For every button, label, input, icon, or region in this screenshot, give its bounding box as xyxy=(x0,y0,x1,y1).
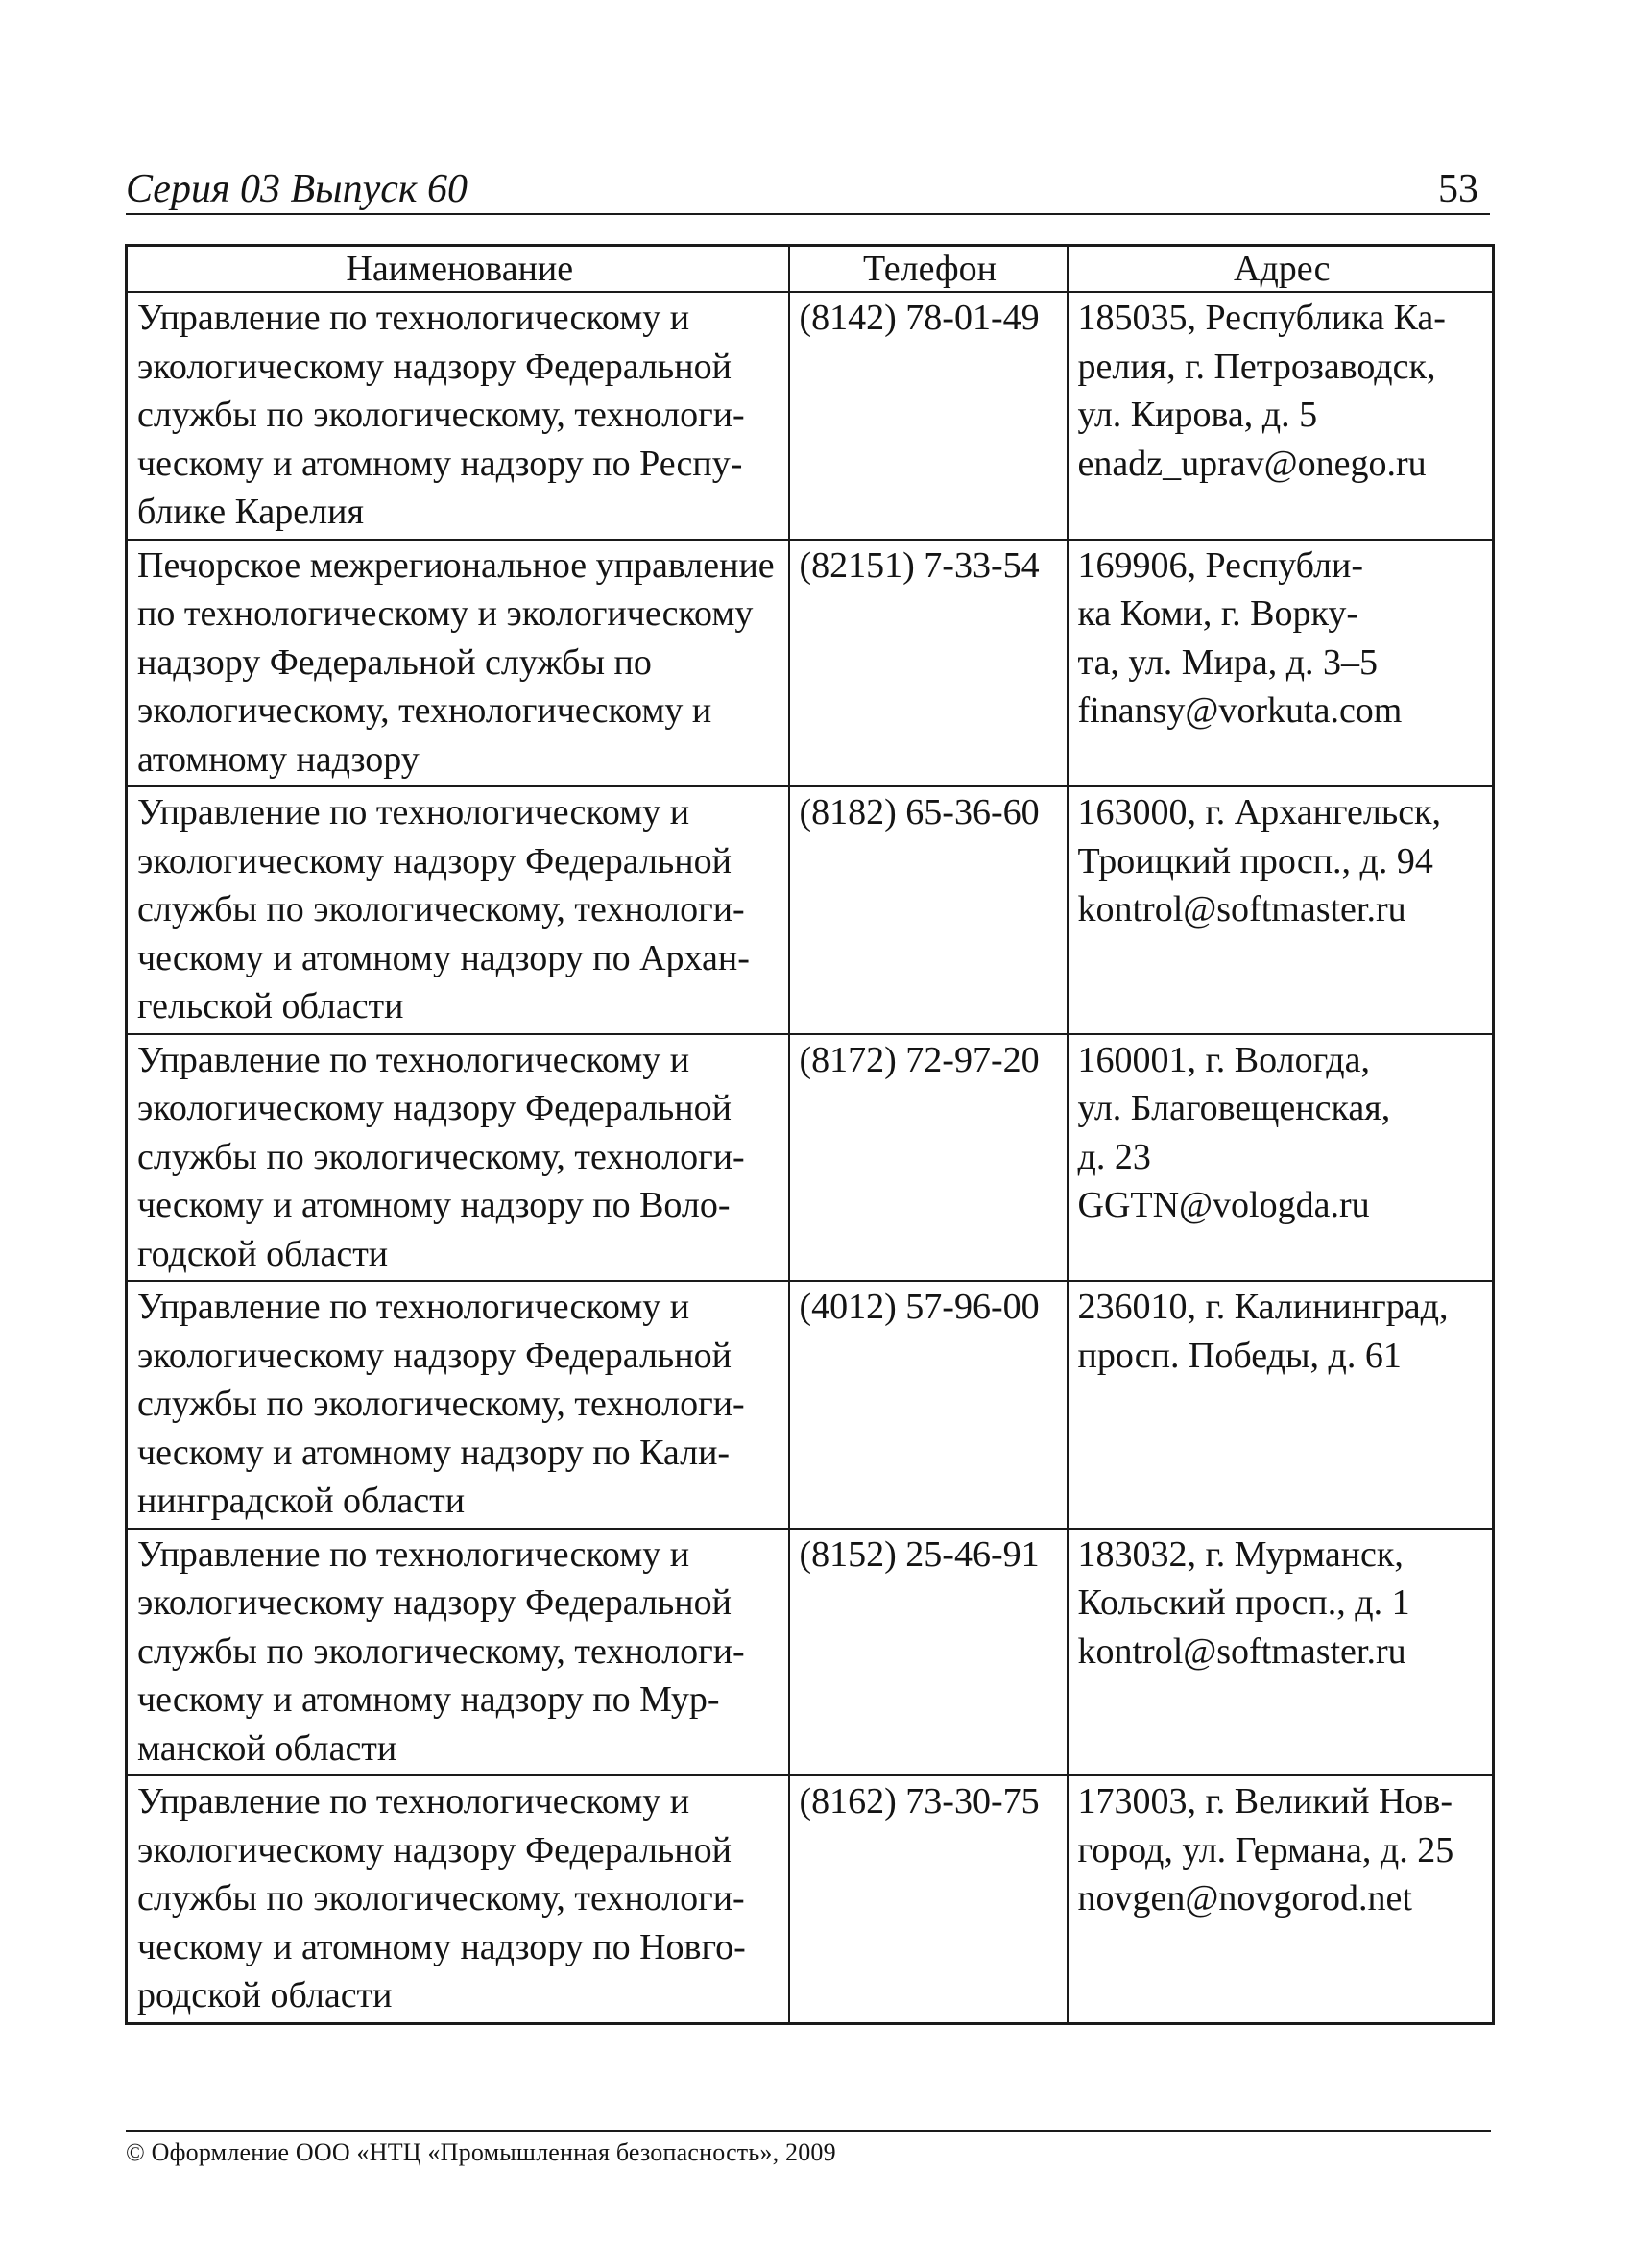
series-title: Серия 03 Выпуск 60 xyxy=(126,167,468,211)
column-header-address: Адрес xyxy=(1068,246,1494,293)
phone-number: (8182) 65-36-60 xyxy=(789,786,1068,1034)
table-row xyxy=(127,1529,1494,1776)
table-header-row xyxy=(127,246,1494,293)
copyright-footer: © Оформление ООО «НТЦ «Промышленная безопасность», 2009 xyxy=(126,2138,836,2166)
table-row xyxy=(127,1281,1494,1529)
table-row xyxy=(127,292,1494,540)
address: 183032, г. Мурманск, Кольский просп., д. 1 kontrol@softmaster.ru xyxy=(1068,1529,1494,1776)
organization-name: Управление по технологическому и экологическому надзору Федеральной службы по экологическому, технологическому и атомному надзору по Калининградской области xyxy=(127,1281,789,1529)
organization-name: Управление по технологическому и экологическому надзору Федеральной службы по экологическому, технологическому и атомному надзору по Республике Карелия xyxy=(127,292,789,540)
phone-number: (8172) 72-97-20 xyxy=(789,1034,1068,1282)
address: 169906, Республи- ка Коми, г. Ворку- та, ул. Мира, д. 3–5 finansy@vorkuta.com xyxy=(1068,540,1494,787)
organization-name: Печорское межрегиональное управление по технологическому и экологическому надзору Федеральной службы по экологическому, технологическому и атомному надзору xyxy=(127,540,789,787)
phone-number: (8152) 25-46-91 xyxy=(789,1529,1068,1776)
address: 236010, г. Калининград, просп. Победы, д. 61 xyxy=(1068,1281,1494,1529)
phone-number: (8162) 73-30-75 xyxy=(789,1775,1068,2023)
phone-number: (8142) 78-01-49 xyxy=(789,292,1068,540)
column-header-phone: Телефон xyxy=(789,246,1068,293)
phone-number: (82151) 7-33-54 xyxy=(789,540,1068,787)
organization-name: Управление по технологическому и экологическому надзору Федеральной службы по экологическому, технологическому и атомному надзору по Мурманской области xyxy=(127,1529,789,1776)
organization-name: Управление по технологическому и экологическому надзору Федеральной службы по экологическому, технологическому и атомному надзору по Вологодской области xyxy=(127,1034,789,1282)
running-header xyxy=(126,159,1490,215)
address: 163000, г. Архангельск, Троицкий просп., д. 94 kontrol@softmaster.ru xyxy=(1068,786,1494,1034)
page-number: 53 xyxy=(1438,167,1478,211)
address: 160001, г. Вологда, ул. Благовещенская, д. 23 GGTN@vologda.ru xyxy=(1068,1034,1494,1282)
organization-name: Управление по технологическому и экологическому надзору Федеральной службы по экологическому, технологическому и атомному надзору по Архангельской области xyxy=(127,786,789,1034)
address: 173003, г. Великий Нов- город, ул. Германа, д. 25 novgen@novgorod.net xyxy=(1068,1775,1494,2023)
contacts-table xyxy=(125,244,1495,2025)
table-row xyxy=(127,1775,1494,2023)
table-row xyxy=(127,540,1494,787)
table-row xyxy=(127,1034,1494,1282)
footer-divider xyxy=(126,2130,1491,2132)
address: 185035, Республика Ка- релия, г. Петрозаводск, ул. Кирова, д. 5 enadz_uprav@onego.ru xyxy=(1068,292,1494,540)
table-row xyxy=(127,786,1494,1034)
phone-number: (4012) 57-96-00 xyxy=(789,1281,1068,1529)
organization-name: Управление по технологическому и экологическому надзору Федеральной службы по экологическому, технологическому и атомному надзору по Новгородской области xyxy=(127,1775,789,2023)
column-header-name: Наименование xyxy=(127,246,789,293)
